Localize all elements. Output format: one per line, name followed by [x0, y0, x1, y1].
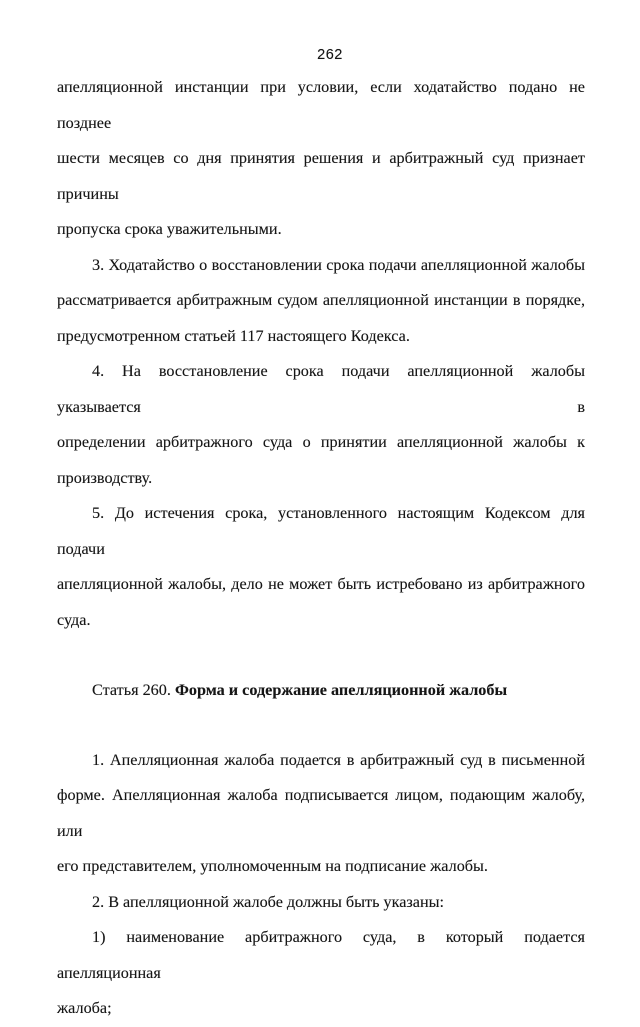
text-line: пропуска срока уважительными. — [57, 220, 282, 238]
paragraph — [57, 885, 585, 921]
paragraph — [57, 354, 585, 496]
paragraph — [57, 920, 585, 1027]
paragraph — [57, 70, 585, 248]
text-line: предусмотренном статьей 117 настоящего Кодекса. — [57, 326, 410, 345]
page-number: 262 — [317, 47, 343, 63]
article-heading — [57, 673, 585, 709]
text-line: шести месяцев со дня принятия решения и арбитражный суд признает причины — [57, 149, 585, 203]
text-line: его представителем, уполномоченным на подписание жалобы. — [57, 857, 488, 875]
text-line: форме. Апелляционная жалоба подписывается лицом, подающим жалобу, или — [57, 786, 585, 840]
text-line: жалоба; — [57, 999, 112, 1017]
text-line: апелляционной инстанции при условии, если ходатайство подано не позднее — [57, 78, 585, 132]
text-line: 1) наименование арбитражного суда, в который подается апелляционная — [57, 928, 585, 982]
text-line: определении арбитражного суда о принятии апелляционной жалобы к — [57, 433, 585, 451]
text-line: 5. До истечения срока, установленного настоящим Кодексом для подачи — [57, 504, 585, 558]
text-line: суда. — [57, 610, 91, 629]
text-line: 2. В апелляционной жалобе должны быть указаны: — [92, 892, 445, 911]
paragraph — [57, 496, 585, 638]
text-line: рассматривается арбитражным судом апелляционной инстанции в порядке, — [57, 291, 585, 309]
paragraph — [57, 743, 585, 885]
article-title: Форма и содержание апелляционной жалобы — [174, 680, 508, 699]
page-body — [57, 70, 585, 1027]
text-line: производству. — [57, 468, 153, 487]
text-line: 4. На восстановление срока подачи апелляционной жалобы указывается в — [57, 362, 585, 416]
article-number-label: Статья 260. — [92, 680, 175, 699]
text-line: апелляционной жалобы, дело не может быть истребовано из арбитражного — [57, 575, 585, 593]
article-heading-line — [57, 673, 585, 709]
text-line: 3. Ходатайство о восстановлении срока подачи апелляционной жалобы — [92, 255, 585, 274]
paragraph — [57, 248, 585, 355]
text-line: 1. Апелляционная жалоба подается в арбитражный суд в письменной — [92, 750, 585, 769]
